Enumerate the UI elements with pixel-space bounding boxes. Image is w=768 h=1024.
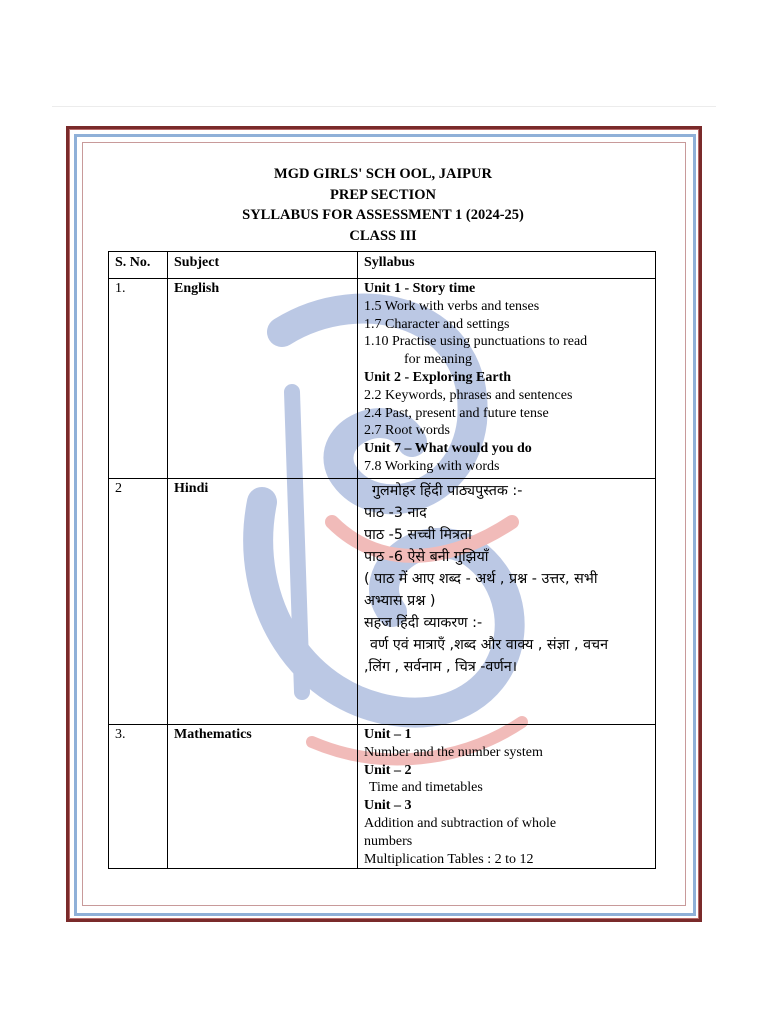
syllabus-line: Unit – 1 [364, 727, 412, 742]
syllabus-line: 1.7 Character and settings [364, 316, 510, 332]
syllabus-line: गुलमोहर हिंदी पाठ्यपुस्तक :- [372, 483, 523, 499]
syllabus-line: 7.8 Working with words [364, 458, 500, 474]
syllabus-line: पाठ -3 नाद [364, 505, 427, 521]
table-row-mathematics [109, 725, 656, 869]
cell-subject: Hindi [168, 479, 358, 725]
cell-subject: Mathematics [168, 725, 358, 869]
syllabus-line: वर्ण एवं मात्राएँ ,शब्द और वाक्य , संज्ञा , वचन [370, 637, 609, 653]
syllabus-line: Unit – 3 [364, 798, 412, 814]
column-header-sno: S. No. [109, 252, 168, 279]
syllabus-line: ,लिंग , सर्वनाम , चित्र -वर्णन। [364, 659, 518, 675]
syllabus-line: 1.10 Practise using punctuations to read [364, 334, 588, 350]
school-name: MGD GIRLS' SCH OOL, JAIPUR [274, 166, 492, 182]
syllabus-line: 2.2 Keywords, phrases and sentences [364, 387, 573, 403]
section-name: PREP SECTION [330, 186, 436, 203]
syllabus-line: Unit – 2 [364, 762, 412, 778]
syllabus-line: सहज हिंदी व्याकरण :- [364, 615, 483, 631]
document-title: SYLLABUS FOR ASSESSMENT 1 (2024-25) [242, 207, 524, 223]
column-header-syllabus: Syllabus [358, 252, 656, 279]
syllabus-line: पाठ -6 ऐसे बनी गुझियाँ [364, 549, 489, 565]
syllabus-line: Number and the number system [364, 744, 543, 760]
class-name: CLASS III [349, 227, 417, 244]
syllabus-line: for meaning [404, 352, 473, 368]
syllabus-line: 1.5 Work with verbs and tenses [364, 298, 540, 314]
cell-subject: English [168, 279, 358, 479]
syllabus-table [108, 251, 656, 869]
syllabus-line: 2.4 Past, present and future tense [364, 405, 549, 421]
syllabus-line: Multiplication Tables : 2 to 12 [364, 851, 534, 867]
syllabus-line: ( पाठ में आए शब्द - अर्थ , प्रश्न - उत्तर, सभी [364, 571, 598, 587]
cell-sno: 3. [109, 725, 168, 869]
syllabus-line: Addition and subtraction of whole [364, 815, 557, 831]
syllabus-line: Unit 7 – What would you do [364, 441, 532, 457]
table-row-hindi [109, 479, 656, 725]
cell-syllabus [358, 725, 656, 869]
syllabus-line: अभ्यास प्रश्न ) [364, 593, 436, 609]
cell-syllabus [358, 279, 656, 479]
cell-sno: 2 [109, 479, 168, 725]
cell-syllabus [358, 479, 656, 725]
document-header [110, 164, 656, 246]
column-header-subject: Subject [168, 252, 358, 279]
syllabus-line: 2.7 Root words [364, 423, 450, 439]
syllabus-line: Unit 2 - Exploring Earth [364, 369, 512, 385]
syllabus-line: Unit 1 - Story time [364, 281, 476, 296]
syllabus-line: पाठ -5 सच्ची मित्रता [364, 527, 472, 543]
top-rule [52, 106, 716, 107]
syllabus-line: numbers [364, 833, 413, 849]
syllabus-line: Time and timetables [369, 780, 483, 796]
table-header-row [109, 252, 656, 279]
table-row-english [109, 279, 656, 479]
cell-sno: 1. [109, 279, 168, 479]
